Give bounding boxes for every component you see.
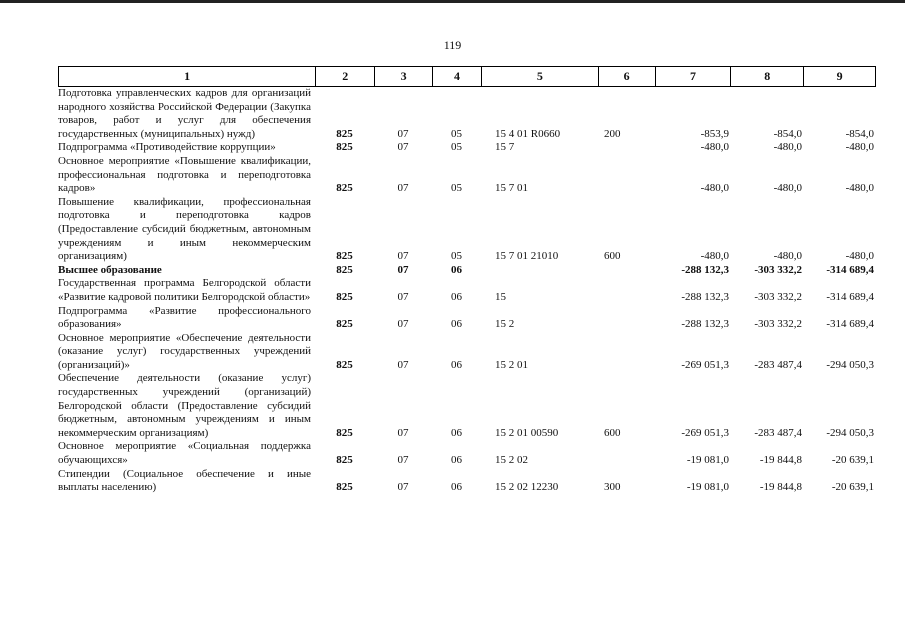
row-amount-col-9: -854,0 — [845, 127, 874, 140]
row-code: 825 — [336, 290, 353, 303]
row-expense-type: 600 — [604, 426, 621, 439]
row-expense-type — [598, 440, 655, 467]
row-subsection: 06 — [451, 290, 462, 303]
table-row — [58, 332, 876, 373]
header-col-7: 7 — [655, 67, 731, 86]
row-description: Обеспечение деятельности (оказание услуг) государственных учреждений (организаций) Белгородской области (Предоставление субсидий бюджетным, автономным учреждениям и иным некоммерческим организациям) — [58, 372, 311, 439]
row-amount-col-9: -480,0 — [845, 182, 874, 195]
row-section: 07 — [397, 141, 409, 154]
row-amount-col-7: -269 051,3 — [681, 358, 729, 371]
row-code: 825 — [336, 358, 353, 371]
row-amount-col-7: -288 132,3 — [681, 290, 729, 303]
row-section: 07 — [397, 481, 409, 494]
row-amount-col-9: -314 689,4 — [826, 318, 874, 331]
row-expense-type: 300 — [604, 481, 621, 494]
row-code: 825 — [336, 263, 353, 276]
row-amount-col-7: -853,9 — [700, 127, 729, 140]
row-code: 825 — [336, 481, 353, 494]
row-target-article — [481, 264, 598, 278]
row-section: 07 — [397, 426, 409, 439]
table-row — [58, 196, 876, 264]
row-code: 825 — [336, 127, 353, 140]
row-description: Высшее образование — [58, 263, 162, 276]
row-amount-col-9: -314 689,4 — [826, 290, 874, 303]
row-code: 825 — [336, 141, 353, 154]
row-description: Основное мероприятие «Социальная поддержка обучающихся» — [58, 440, 311, 467]
table-row — [58, 264, 876, 278]
header-col-6: 6 — [598, 67, 655, 86]
row-amount-col-8: -480,0 — [773, 182, 802, 195]
row-expense-type — [598, 264, 655, 278]
page-number: 119 — [443, 38, 462, 52]
header-col-4: 4 — [432, 67, 481, 86]
row-amount-col-7: -480,0 — [700, 141, 729, 154]
header-col-1: 1 — [184, 69, 191, 83]
header-col-8: 8 — [730, 67, 803, 86]
row-code: 825 — [336, 318, 353, 331]
row-target-article: 15 2 — [495, 318, 515, 331]
row-expense-type — [598, 155, 655, 196]
row-description: Подпрограмма «Развитие профессионального образования» — [58, 304, 311, 331]
row-amount-col-7: -288 132,3 — [681, 263, 729, 276]
row-subsection: 06 — [451, 454, 462, 467]
row-code: 825 — [336, 426, 353, 439]
row-section: 07 — [397, 250, 409, 263]
row-amount-col-8: -303 332,2 — [754, 263, 802, 276]
row-amount-col-8: -283 487,4 — [754, 426, 802, 439]
row-amount-col-7: -480,0 — [700, 182, 729, 195]
page-top-edge — [0, 0, 905, 3]
row-expense-type — [598, 277, 655, 304]
table-row — [58, 372, 876, 440]
row-amount-col-7: -269 051,3 — [681, 426, 729, 439]
row-amount-col-8: -854,0 — [773, 127, 802, 140]
row-target-article: 15 2 02 — [495, 454, 528, 467]
row-code: 825 — [336, 454, 353, 467]
row-target-article: 15 — [495, 290, 506, 303]
row-amount-col-9: -294 050,3 — [826, 358, 874, 371]
row-amount-col-7: -19 081,0 — [686, 481, 729, 494]
row-section: 07 — [397, 318, 409, 331]
table-row — [58, 277, 876, 304]
table-row — [58, 155, 876, 196]
row-section: 07 — [397, 358, 409, 371]
row-description: Основное мероприятие «Обеспечение деятельности (оказание услуг) государственных учреждений (организаций)» — [58, 331, 311, 371]
row-target-article: 15 4 01 R0660 — [495, 127, 561, 140]
row-amount-col-8: -19 844,8 — [759, 481, 802, 494]
row-description: Подпрограмма «Противодействие коррупции» — [58, 141, 276, 154]
row-amount-col-8: -303 332,2 — [754, 318, 802, 331]
row-target-article: 15 2 02 12230 — [495, 481, 559, 494]
row-amount-col-9: -480,0 — [845, 141, 874, 154]
row-amount-col-9: -20 639,1 — [831, 481, 874, 494]
table-header — [58, 66, 876, 87]
row-expense-type — [598, 305, 655, 332]
row-amount-col-9: -294 050,3 — [826, 426, 874, 439]
row-section: 07 — [397, 263, 409, 276]
row-expense-type — [598, 332, 655, 373]
table-row — [58, 87, 876, 141]
row-description: Подготовка управленческих кадров для организаций народного хозяйства Российской Федерации (Закупка товаров, работ и услуг для обеспечения государственных (муниципальных) нужд) — [58, 87, 311, 140]
row-target-article: 15 2 01 — [495, 358, 528, 371]
row-amount-col-9: -20 639,1 — [831, 454, 874, 467]
table-body — [58, 87, 876, 495]
row-section: 07 — [397, 182, 409, 195]
row-subsection: 06 — [451, 481, 462, 494]
row-subsection: 05 — [451, 127, 462, 140]
row-section: 07 — [397, 454, 409, 467]
header-col-3: 3 — [374, 67, 432, 86]
row-description: Повышение квалификации, профессиональная подготовка и переподготовка кадров (Предоставление субсидий бюджетным, автономным учреждениям и иным некоммерческим организациям) — [58, 195, 311, 263]
row-description: Основное мероприятие «Повышение квалификации, профессиональная подготовка и переподготовка кадров» — [58, 154, 311, 195]
row-section: 07 — [397, 127, 409, 140]
row-expense-type: 600 — [604, 250, 621, 263]
row-target-article: 15 7 01 — [495, 182, 528, 195]
row-subsection: 06 — [451, 263, 462, 276]
row-target-article: 15 7 01 21010 — [495, 250, 559, 263]
row-subsection: 06 — [451, 358, 462, 371]
row-amount-col-9: -314 689,4 — [826, 263, 874, 276]
header-col-9: 9 — [803, 67, 875, 86]
row-subsection: 06 — [451, 318, 462, 331]
row-subsection: 05 — [451, 250, 462, 263]
row-amount-col-9: -480,0 — [845, 250, 874, 263]
row-amount-col-7: -288 132,3 — [681, 318, 729, 331]
row-target-article: 15 2 01 00590 — [495, 426, 559, 439]
row-expense-type: 200 — [604, 127, 621, 140]
row-amount-col-8: -283 487,4 — [754, 358, 802, 371]
row-amount-col-7: -480,0 — [700, 250, 729, 263]
table-row — [58, 440, 876, 467]
row-amount-col-8: -19 844,8 — [759, 454, 802, 467]
row-amount-col-8: -303 332,2 — [754, 290, 802, 303]
row-target-article: 15 7 — [495, 141, 515, 154]
row-expense-type — [598, 141, 655, 155]
header-col-2: 2 — [315, 67, 374, 86]
header-col-5: 5 — [481, 67, 598, 86]
row-amount-col-7: -19 081,0 — [686, 454, 729, 467]
row-subsection: 06 — [451, 426, 462, 439]
row-code: 825 — [336, 250, 353, 263]
table-row — [58, 468, 876, 495]
table-row — [58, 305, 876, 332]
table-row — [58, 141, 876, 155]
row-amount-col-8: -480,0 — [773, 250, 802, 263]
row-amount-col-8: -480,0 — [773, 141, 802, 154]
budget-table — [58, 66, 876, 495]
row-description: Государственная программа Белгородской области «Развитие кадровой политики Белгородской области» — [58, 277, 311, 303]
row-description: Стипендии (Социальное обеспечение и иные выплаты населению) — [58, 467, 311, 494]
row-code: 825 — [336, 182, 353, 195]
row-subsection: 05 — [451, 182, 462, 195]
row-subsection: 05 — [451, 141, 462, 154]
row-section: 07 — [397, 290, 409, 303]
